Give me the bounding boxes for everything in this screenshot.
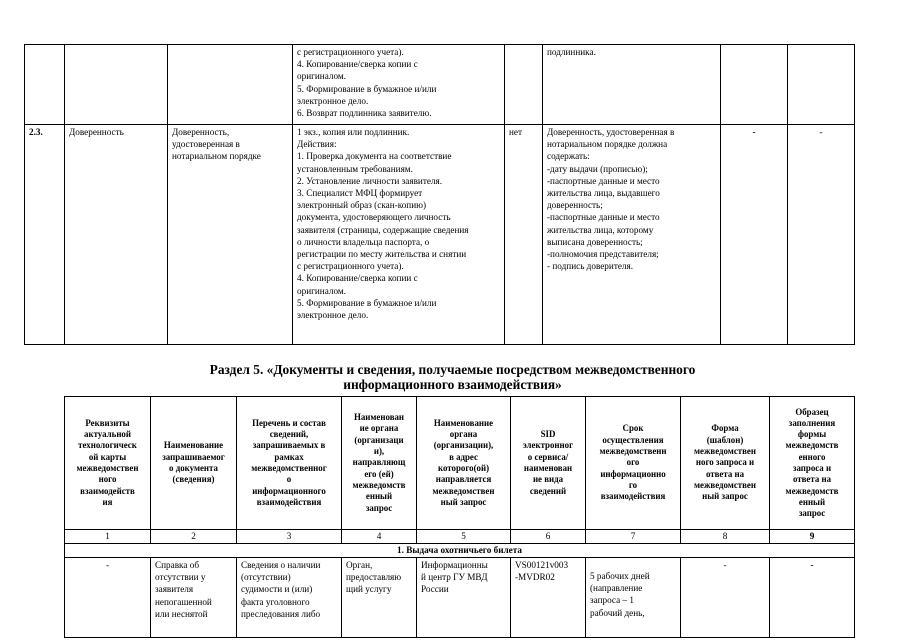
text-line: взаимодействия: [600, 491, 666, 502]
text-line: VS00121v003: [515, 560, 569, 570]
text-line: запроса – 1: [590, 595, 634, 606]
text-line: оригиналом.: [297, 285, 346, 296]
text-line: Реквизиты: [85, 417, 130, 428]
text-line: электронное дело.: [297, 95, 369, 106]
header-cell-4: [342, 397, 417, 530]
text-line: запрос: [365, 502, 393, 513]
text-line: - подпись доверителя.: [547, 261, 634, 272]
text-line: рабочий день,: [590, 607, 645, 618]
text-line: -MVDR02: [515, 572, 555, 583]
text-line: о личности владельца паспорта, о: [297, 236, 430, 247]
text-line: органа: [449, 429, 478, 440]
text-line: -паспортные данные и место: [547, 212, 660, 223]
form-template: -: [721, 125, 788, 345]
column-number: 2: [151, 530, 237, 544]
group-title-row: [65, 544, 855, 558]
text-line: межведомственног: [251, 463, 327, 473]
document-name: [168, 125, 293, 345]
cell-category: [65, 45, 168, 125]
cell-condition: [505, 45, 543, 125]
text-line: 5. Формирование в бумажное и/или: [297, 297, 437, 308]
header-cell-1: [65, 397, 151, 530]
text-line: Орган,: [346, 560, 373, 570]
column-number: 1: [65, 530, 151, 544]
text-line: заявителя: [155, 584, 194, 595]
column-number: 7: [586, 530, 681, 544]
text-line: ного запроса и: [695, 457, 755, 468]
text-line: 6. Возврат подлинника заявителю.: [297, 108, 432, 119]
text-line: заявителя (страницы, содержащие сведения: [297, 224, 469, 235]
text-line: которого(ой): [437, 463, 490, 473]
column-numbers-row: [65, 530, 855, 544]
cell-requisites: -: [65, 558, 151, 638]
text-line: формы: [797, 429, 827, 440]
text-line: -полномочия представителя;: [547, 249, 659, 260]
text-line: жительства лица, которому: [547, 224, 654, 235]
header-cell-5: [417, 397, 511, 530]
text-line: ие органа: [359, 423, 399, 434]
cell-actions: [293, 45, 505, 125]
column-number: 9: [770, 530, 855, 544]
text-line: Действия:: [297, 139, 337, 150]
documents-table: [24, 44, 855, 345]
text-line: содержать:: [547, 151, 590, 162]
text-line: SID: [540, 429, 556, 440]
text-line: Образец: [795, 406, 829, 417]
text-line: России: [421, 584, 449, 595]
section-title-line-2: информационного взаимодействия»: [343, 376, 562, 392]
text-line: электронног: [522, 440, 574, 451]
text-line: Форма: [711, 423, 739, 434]
text-line: енного: [798, 451, 826, 462]
text-line: подлинника.: [547, 47, 596, 57]
header-cell-7: [586, 397, 681, 530]
text-line: и),: [373, 446, 385, 457]
text-line: регистрации по месту жительства и снятии: [297, 249, 467, 260]
text-line: межведомств: [785, 485, 839, 496]
text-line: 1 экз., копия или подлинник.: [297, 127, 410, 137]
cell-form: [721, 45, 788, 125]
text-line: направляющ: [352, 457, 406, 468]
text-line: запрос: [798, 508, 826, 519]
text-line: Информационны: [421, 560, 488, 570]
text-line: отсутствии у: [155, 572, 206, 583]
text-line: го: [628, 479, 638, 490]
text-line: Перечень и состав: [252, 417, 326, 428]
text-line: Доверенность, удостоверенная в: [547, 127, 675, 137]
text-line: информационного: [252, 485, 326, 496]
text-line: межведомствен: [694, 446, 756, 457]
text-line: нотариальном порядке: [172, 151, 261, 162]
text-line: Наименован: [353, 412, 405, 423]
text-line: запрашиваемог: [162, 451, 225, 462]
text-line: удостоверенная в: [172, 139, 240, 150]
cell-name: [168, 45, 293, 125]
text-line: ного: [98, 474, 117, 485]
text-line: 3. Специалист МФЦ формирует: [297, 188, 423, 199]
cell-sid: [511, 558, 586, 638]
text-line: щий услугу: [346, 584, 392, 595]
document-requirements: [543, 125, 721, 345]
text-line: (сведения): [172, 474, 215, 485]
interagency-table: [64, 396, 855, 638]
text-line: ие вида: [532, 474, 564, 485]
text-line: электронный образ (скан-копию): [297, 200, 427, 211]
cell-deadline: [586, 558, 681, 638]
text-line: предоставляю: [346, 572, 402, 583]
header-cell-2: [151, 397, 237, 530]
text-line: преследования либо: [241, 608, 321, 619]
text-line: енный: [798, 496, 826, 507]
text-line: ответа на: [705, 468, 745, 479]
column-number: 3: [237, 530, 342, 544]
text-line: межведомств: [785, 440, 839, 451]
document-condition: нет: [505, 125, 543, 345]
text-line: в адрес: [449, 451, 478, 462]
text-line: межведомствен: [432, 485, 495, 496]
text-line: или неснятой: [155, 608, 208, 619]
table-row-continued: [25, 45, 855, 125]
cell-document-name: [151, 558, 237, 638]
text-line: (организации),: [433, 440, 494, 451]
text-line: ой карты: [88, 451, 127, 462]
text-line: ия: [102, 496, 113, 507]
document-category: Доверенность: [65, 125, 168, 345]
cell-form-template: -: [681, 558, 770, 638]
text-line: Доверенность,: [172, 127, 230, 137]
text-line: информационно: [600, 468, 666, 479]
cell-requirements: [543, 45, 721, 125]
cell-sample: -: [770, 558, 855, 638]
text-line: судимости и (или): [241, 584, 313, 595]
text-line: енный: [365, 491, 393, 502]
text-line: 2. Установление личности заявителя.: [297, 175, 443, 186]
text-line: й центр ГУ МВД: [421, 572, 488, 583]
text-line: с регистрационного учета).: [297, 47, 404, 57]
text-line: сведений,: [269, 429, 309, 440]
text-line: с регистрационного учета).: [297, 261, 404, 272]
column-number: 4: [342, 530, 417, 544]
column-number: 5: [417, 530, 511, 544]
text-line: -дату выдачи (прописью);: [547, 163, 648, 174]
text-line: межведомствен: [694, 479, 756, 490]
text-line: о документа: [169, 463, 218, 473]
text-line: документа, удостоверяющего личность: [297, 212, 451, 223]
text-line: жительства лица, выдавшего: [547, 188, 660, 199]
text-line: ный запрос: [702, 491, 748, 502]
header-cell-9: [770, 397, 855, 530]
text-line: выписана доверенность;: [547, 236, 643, 247]
section-title-line-1: Раздел 5. «Документы и сведения, получаемые посредством межведомственного: [209, 362, 696, 377]
text-line: (отсутствии): [241, 572, 291, 583]
header-cell-6: [511, 397, 586, 530]
text-line: -паспортные данные и место: [547, 175, 660, 186]
document-actions: [293, 125, 505, 345]
text-line: направляется: [435, 474, 492, 485]
text-line: непогашенной: [155, 596, 212, 607]
text-line: Срок: [622, 423, 644, 434]
text-line: сведений: [529, 485, 567, 496]
text-line: 5 рабочих дней: [590, 571, 650, 581]
table-row-2-3: [25, 125, 855, 345]
text-line: межведомствен: [76, 463, 139, 473]
text-line: Наименование: [163, 440, 224, 451]
text-line: Наименование: [433, 417, 494, 428]
cell-num: [25, 45, 65, 125]
text-line: 4. Копирование/сверка копии с: [297, 59, 418, 70]
text-line: взаимодейств: [80, 485, 135, 496]
section-title: [0, 363, 905, 392]
sample-document: -: [788, 125, 855, 345]
text-line: межведомств: [352, 479, 406, 490]
text-line: нотариальном порядке должна: [547, 139, 668, 150]
table-row: [65, 558, 855, 638]
text-line: оригиналом.: [297, 71, 346, 82]
text-line: его (ей): [364, 468, 394, 479]
text-line: факта уголовного: [241, 596, 310, 607]
text-line: Справка об: [155, 560, 200, 570]
cell-recipient-org: [417, 558, 511, 638]
text-line: о сервиса/: [527, 451, 569, 462]
text-line: установленным требованиям.: [297, 163, 413, 174]
cell-sender-org: [342, 558, 417, 638]
text-line: (шаблон): [706, 434, 744, 445]
cell-sample: [788, 45, 855, 125]
header-cell-8: [681, 397, 770, 530]
text-line: запроса и: [792, 463, 832, 473]
text-line: (организаци: [354, 434, 404, 445]
text-line: электронное дело.: [297, 310, 369, 321]
text-line: ный запрос: [440, 496, 487, 507]
text-line: взаимодействия: [256, 496, 322, 507]
text-line: доверенность;: [547, 200, 603, 211]
row-number: 2.3.: [25, 125, 65, 345]
header-cell-3: [237, 397, 342, 530]
header-row: [65, 397, 855, 530]
text-line: о: [286, 474, 292, 485]
text-line: ого: [626, 457, 640, 468]
text-line: наименован: [523, 463, 573, 473]
text-line: ответа на: [792, 474, 832, 485]
group-title: 1. Выдача охотничьего билета: [65, 544, 855, 558]
text-line: 1. Проверка документа на соответствие: [297, 151, 452, 162]
text-line: заполнения: [788, 417, 836, 428]
text-line: Сведения о наличии: [241, 560, 321, 570]
column-number: 8: [681, 530, 770, 544]
cell-info-list: [237, 558, 342, 638]
text-line: 5. Формирование в бумажное и/или: [297, 83, 437, 94]
text-line: (направление: [590, 583, 643, 594]
text-line: запрашиваемых в: [252, 440, 326, 451]
text-line: рамках: [274, 451, 304, 462]
text-line: 4. Копирование/сверка копии с: [297, 273, 418, 284]
column-number: 6: [511, 530, 586, 544]
text-line: актуальной: [84, 429, 131, 440]
text-line: межведомственн: [599, 446, 667, 457]
text-line: осуществления: [602, 434, 664, 445]
text-line: технологическ: [78, 440, 137, 451]
